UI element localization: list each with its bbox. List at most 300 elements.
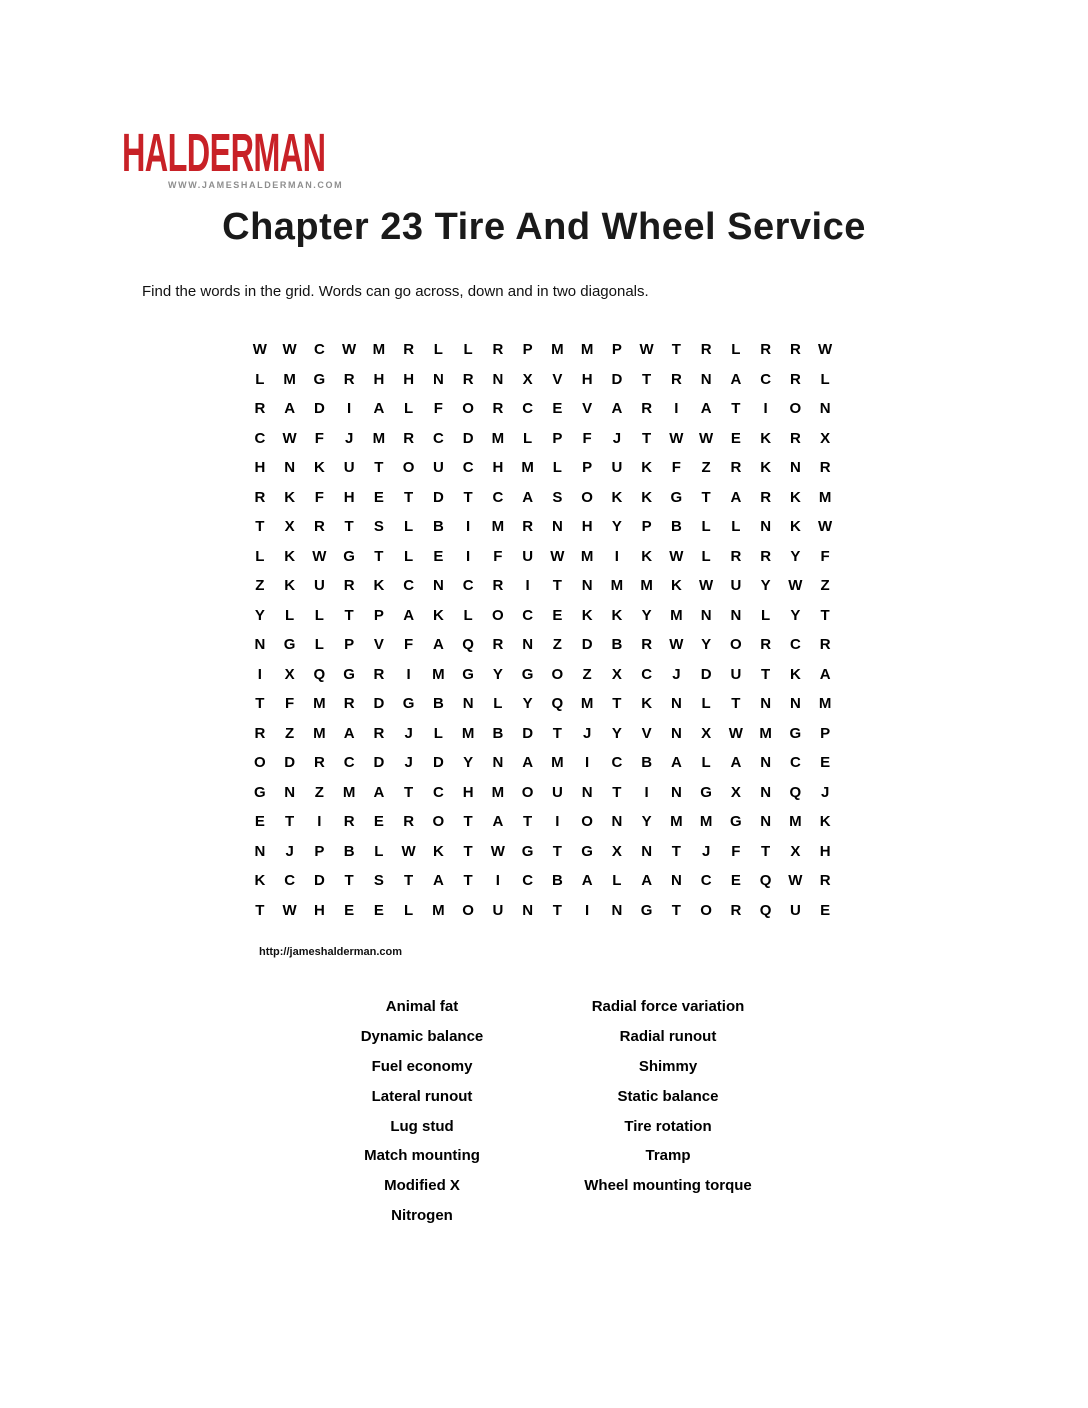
grid-letter: D xyxy=(432,488,444,506)
grid-letter: C xyxy=(343,754,355,772)
grid-letter: N xyxy=(760,518,772,536)
word-list-item: Shimmy xyxy=(638,1057,698,1075)
grid-letter: N xyxy=(432,370,444,388)
grid-letter: A xyxy=(730,754,742,772)
grid-letter: R xyxy=(462,370,474,388)
grid-letter: A xyxy=(581,872,593,890)
grid-letter: K xyxy=(373,577,385,595)
grid-letter: N xyxy=(760,783,772,801)
grid-letter: U xyxy=(789,901,801,919)
grid-letter: N xyxy=(522,636,534,654)
grid-letter: T xyxy=(255,901,265,919)
grid-letter: Q xyxy=(759,872,772,890)
grid-letter: T xyxy=(612,783,622,801)
grid-letter: N xyxy=(581,783,593,801)
grid-letter: M xyxy=(580,695,594,713)
grid-letter: D xyxy=(373,695,385,713)
grid-letter: O xyxy=(581,813,593,831)
grid-letter: W xyxy=(728,724,743,742)
grid-letter: L xyxy=(463,606,473,624)
grid-letter: D xyxy=(313,872,325,890)
grid-letter: M xyxy=(521,459,534,477)
grid-letter: K xyxy=(432,606,444,624)
grid-letter: A xyxy=(432,636,444,654)
grid-letter: R xyxy=(343,577,355,595)
grid-letter: W xyxy=(818,341,833,359)
grid-letter: X xyxy=(611,842,622,860)
grid-letter: Y xyxy=(522,695,533,713)
grid-letter: V xyxy=(582,400,593,418)
grid-letter: R xyxy=(254,400,266,418)
grid-letter: T xyxy=(731,695,741,713)
grid-letter: K xyxy=(641,695,653,713)
grid-letter: N xyxy=(462,695,474,713)
grid-letter: T xyxy=(731,400,741,418)
grid-letter: W xyxy=(282,341,297,359)
grid-letter: G xyxy=(789,724,802,742)
grid-letter: U xyxy=(492,901,504,919)
grid-letter: H xyxy=(462,783,474,801)
grid-letter: N xyxy=(670,695,682,713)
grid-letter: A xyxy=(403,606,415,624)
grid-letter: R xyxy=(373,724,385,742)
grid-letter: R xyxy=(789,429,801,447)
grid-letter: C xyxy=(432,429,444,447)
grid-letter: P xyxy=(344,636,355,654)
grid-letter: C xyxy=(641,665,653,683)
grid-letter: T xyxy=(463,872,473,890)
grid-letter: M xyxy=(283,370,296,388)
grid-letter: A xyxy=(522,488,534,506)
grid-letter: N xyxy=(284,783,296,801)
grid-letter: B xyxy=(641,754,653,772)
grid-letter: I xyxy=(585,901,590,919)
grid-letter: K xyxy=(284,577,296,595)
grid-letter: T xyxy=(671,901,681,919)
grid-letter: R xyxy=(522,518,534,536)
grid-letter: F xyxy=(433,400,443,418)
grid-letter: L xyxy=(255,547,265,565)
grid-letter: N xyxy=(700,606,712,624)
grid-letter: R xyxy=(403,429,415,447)
grid-letter: M xyxy=(432,665,445,683)
grid-letter: O xyxy=(789,400,802,418)
grid-letter: B xyxy=(611,636,623,654)
grid-letter: G xyxy=(670,488,683,506)
grid-letter: N xyxy=(254,842,266,860)
grid-letter: W xyxy=(312,547,327,565)
grid-letter: Y xyxy=(641,606,652,624)
grid-letter: O xyxy=(254,754,266,772)
grid-letter: D xyxy=(432,754,444,772)
grid-letter: R xyxy=(343,813,355,831)
grid-letter: T xyxy=(344,872,354,890)
grid-letter: E xyxy=(730,872,741,890)
grid-letter: L xyxy=(493,695,503,713)
grid-letter: H xyxy=(403,370,415,388)
grid-letter: S xyxy=(552,488,563,506)
grid-letter: A xyxy=(284,400,296,418)
grid-letter: N xyxy=(611,901,623,919)
grid-letter: W xyxy=(669,636,684,654)
grid-letter: T xyxy=(255,518,265,536)
grid-letter: K xyxy=(641,459,653,477)
word-list-item: Lug stud xyxy=(390,1117,454,1135)
grid-letter: B xyxy=(670,518,682,536)
grid-letter: B xyxy=(432,695,444,713)
grid-letter: M xyxy=(640,577,653,595)
grid-letter: T xyxy=(374,547,384,565)
grid-letter: L xyxy=(255,370,265,388)
grid-letter: D xyxy=(462,429,474,447)
grid-letter: I xyxy=(644,783,649,801)
grid-letter: I xyxy=(495,872,500,890)
grid-letter: J xyxy=(582,724,592,742)
grid-letter: R xyxy=(254,488,266,506)
grid-letter: Z xyxy=(552,636,562,654)
brand-text: HALDERMAN xyxy=(122,123,326,183)
word-list-item: Tramp xyxy=(645,1147,691,1165)
grid-letter: W xyxy=(550,547,565,565)
grid-letter: E xyxy=(254,813,265,831)
grid-letter: K xyxy=(581,606,593,624)
grid-letter: A xyxy=(611,400,623,418)
grid-letter: N xyxy=(492,754,504,772)
grid-letter: Q xyxy=(789,783,802,801)
grid-letter: Z xyxy=(314,783,324,801)
grid-letter: A xyxy=(522,754,534,772)
grid-letter: L xyxy=(404,400,414,418)
grid-letter: A xyxy=(730,370,742,388)
grid-letter: R xyxy=(343,370,355,388)
grid-letter: M xyxy=(491,518,505,536)
grid-letter: W xyxy=(282,429,297,447)
grid-letter: F xyxy=(314,429,324,447)
grid-letter: U xyxy=(343,459,355,477)
grid-letter: P xyxy=(552,429,563,447)
grid-letter: F xyxy=(493,547,503,565)
grid-letter: L xyxy=(404,901,414,919)
grid-letter: D xyxy=(581,636,593,654)
grid-letter: G xyxy=(254,783,266,801)
grid-letter: T xyxy=(552,724,562,742)
grid-letter: P xyxy=(641,518,652,536)
grid-letter: B xyxy=(492,724,504,742)
grid-letter: M xyxy=(699,813,713,831)
page-title: Chapter 23 Tire And Wheel Service xyxy=(222,206,866,248)
grid-letter: N xyxy=(819,400,831,418)
word-list-item: Radial runout xyxy=(619,1027,717,1045)
grid-letter: Y xyxy=(611,518,622,536)
grid-letter: K xyxy=(284,547,296,565)
grid-letter: N xyxy=(670,724,682,742)
grid-letter: J xyxy=(285,842,294,860)
grid-letter: U xyxy=(432,459,444,477)
grid-letter: G xyxy=(581,842,593,860)
grid-letter: E xyxy=(820,901,831,919)
word-list-item: Nitrogen xyxy=(391,1207,453,1225)
grid-letter: R xyxy=(492,577,504,595)
word-list-item: Static balance xyxy=(617,1087,719,1105)
grid-letter: B xyxy=(432,518,444,536)
grid-letter: Q xyxy=(551,695,564,713)
grid-letter: L xyxy=(314,606,324,624)
grid-letter: N xyxy=(760,813,772,831)
grid-letter: I xyxy=(466,518,471,536)
grid-letter: W xyxy=(669,429,684,447)
grid-letter: T xyxy=(404,783,414,801)
grid-letter: E xyxy=(730,429,741,447)
grid-letter: L xyxy=(433,341,443,359)
grid-letter: A xyxy=(670,754,682,772)
grid-letter: M xyxy=(491,783,505,801)
grid-letter: N xyxy=(641,842,653,860)
grid-letter: R xyxy=(492,341,504,359)
grid-letter: A xyxy=(730,488,742,506)
grid-letter: M xyxy=(342,783,356,801)
grid-letter: J xyxy=(344,429,354,447)
word-grid xyxy=(245,335,840,925)
grid-letter: O xyxy=(432,813,445,831)
grid-letter: I xyxy=(525,577,530,595)
grid-letter: P xyxy=(373,606,384,624)
grid-letter: E xyxy=(552,400,563,418)
grid-letter: O xyxy=(700,901,712,919)
grid-letter: S xyxy=(373,872,384,890)
grid-letter: I xyxy=(406,665,411,683)
grid-letter: X xyxy=(790,842,801,860)
grid-letter: N xyxy=(700,370,712,388)
grid-letter: X xyxy=(284,518,295,536)
grid-letter: R xyxy=(670,370,682,388)
grid-letter: Y xyxy=(701,636,712,654)
grid-letter: Y xyxy=(492,665,503,683)
grid-letter: F xyxy=(671,459,681,477)
grid-letter: R xyxy=(819,459,831,477)
grid-letter: Y xyxy=(790,606,801,624)
grid-letter: R xyxy=(492,636,504,654)
grid-letter: N xyxy=(611,813,623,831)
grid-letter: M xyxy=(789,813,802,831)
grid-letter: N xyxy=(284,459,296,477)
grid-letter: P xyxy=(582,459,593,477)
grid-letter: E xyxy=(373,901,384,919)
grid-letter: Z xyxy=(582,665,592,683)
grid-letter: H xyxy=(581,370,593,388)
grid-letter: Q xyxy=(759,901,772,919)
grid-letter: R xyxy=(730,901,742,919)
grid-letter: F xyxy=(404,636,414,654)
grid-letter: L xyxy=(820,370,830,388)
grid-letter: T xyxy=(552,577,562,595)
grid-letter: M xyxy=(759,724,772,742)
grid-letter: L xyxy=(285,606,295,624)
grid-letter: C xyxy=(432,783,444,801)
grid-letter: Q xyxy=(462,636,474,654)
grid-letter: D xyxy=(313,400,325,418)
grid-letter: K xyxy=(641,547,653,565)
grid-letter: C xyxy=(462,459,474,477)
grid-letter: K xyxy=(670,577,682,595)
grid-letter: L xyxy=(731,341,741,359)
grid-letter: X xyxy=(522,370,533,388)
grid-letter: K xyxy=(760,459,772,477)
grid-letter: C xyxy=(700,872,712,890)
grid-letter: O xyxy=(581,488,593,506)
grid-letter: R xyxy=(730,459,742,477)
grid-letter: R xyxy=(641,636,653,654)
grid-letter: F xyxy=(314,488,324,506)
grid-letter: Q xyxy=(313,665,326,683)
grid-letter: R xyxy=(789,341,801,359)
grid-letter: T xyxy=(404,872,414,890)
grid-letter: M xyxy=(372,429,386,447)
grid-letter: F xyxy=(285,695,295,713)
grid-letter: H xyxy=(581,518,593,536)
grid-letter: G xyxy=(343,547,355,565)
grid-letter: G xyxy=(313,370,326,388)
website-text: WWW.JAMESHALDERMAN.COM xyxy=(168,180,344,190)
grid-letter: H xyxy=(373,370,385,388)
grid-letter: M xyxy=(313,695,326,713)
word-list-item: Lateral runout xyxy=(371,1087,473,1105)
grid-letter: I xyxy=(317,813,322,831)
grid-letter: J xyxy=(701,842,711,860)
word-list-item: Dynamic balance xyxy=(360,1027,484,1045)
grid-letter: O xyxy=(730,636,742,654)
instructions-text: Find the words in the grid. Words can go across, down and in two diagonals. xyxy=(142,283,649,300)
grid-letter: V xyxy=(641,724,652,742)
grid-letter: I xyxy=(763,400,768,418)
grid-letter: W xyxy=(342,341,357,359)
grid-letter: M xyxy=(372,341,386,359)
grid-letter: O xyxy=(462,901,474,919)
grid-letter: X xyxy=(611,665,622,683)
grid-letter: I xyxy=(347,400,352,418)
grid-letter: T xyxy=(671,842,681,860)
grid-letter: M xyxy=(670,813,683,831)
grid-letter: R xyxy=(730,547,742,565)
grid-letter: A xyxy=(343,724,355,742)
grid-letter: I xyxy=(257,665,262,683)
grid-letter: J xyxy=(612,429,622,447)
grid-letter: D xyxy=(373,754,385,772)
grid-letter: Y xyxy=(790,547,801,565)
grid-letter: R xyxy=(760,547,772,565)
grid-letter: T xyxy=(552,901,562,919)
grid-letter: P xyxy=(314,842,325,860)
grid-letter: H xyxy=(313,901,325,919)
grid-letter: T xyxy=(255,695,265,713)
grid-letter: R xyxy=(403,813,415,831)
grid-letter: A xyxy=(492,813,504,831)
grid-letter: G xyxy=(283,636,296,654)
grid-letter: C xyxy=(313,341,325,359)
grid-letter: W xyxy=(699,577,714,595)
grid-letter: R xyxy=(492,400,504,418)
grid-letter: W xyxy=(669,547,684,565)
grid-letter: T xyxy=(463,813,473,831)
grid-letter: G xyxy=(402,695,415,713)
grid-letter: C xyxy=(760,370,772,388)
grid-letter: W xyxy=(818,518,833,536)
grid-letter: W xyxy=(252,341,267,359)
grid-letter: T xyxy=(552,842,562,860)
grid-letter: M xyxy=(313,724,326,742)
word-list-item: Animal fat xyxy=(385,998,459,1015)
grid-letter: T xyxy=(523,813,533,831)
grid-letter: R xyxy=(373,665,385,683)
grid-letter: O xyxy=(492,606,504,624)
grid-letter: M xyxy=(551,341,564,359)
grid-letter: T xyxy=(671,341,681,359)
grid-letter: V xyxy=(552,370,563,388)
grid-letter: M xyxy=(610,577,624,595)
grid-letter: C xyxy=(284,872,296,890)
grid-letter: K xyxy=(611,606,623,624)
grid-letter: N xyxy=(760,695,772,713)
grid-letter: H xyxy=(254,459,266,477)
grid-letter: Y xyxy=(641,813,652,831)
grid-letter: E xyxy=(344,901,355,919)
grid-letter: T xyxy=(642,370,652,388)
grid-letter: E xyxy=(373,813,384,831)
grid-letter: Z xyxy=(820,577,830,595)
grid-letter: A xyxy=(700,400,712,418)
grid-letter: E xyxy=(820,754,831,772)
grid-letter: X xyxy=(730,783,741,801)
footer-url: http://jameshalderman.com xyxy=(259,946,403,958)
grid-letter: F xyxy=(820,547,830,565)
grid-letter: A xyxy=(819,665,831,683)
grid-letter: T xyxy=(820,606,830,624)
grid-letter: C xyxy=(254,429,266,447)
grid-letter: L xyxy=(761,606,771,624)
grid-letter: U xyxy=(313,577,325,595)
grid-letter: L xyxy=(701,695,711,713)
grid-letter: C xyxy=(789,754,801,772)
grid-letter: X xyxy=(284,665,295,683)
grid-letter: T xyxy=(642,429,652,447)
grid-letter: R xyxy=(819,636,831,654)
grid-letter: R xyxy=(254,724,266,742)
grid-letter: R xyxy=(641,400,653,418)
grid-letter: T xyxy=(701,488,711,506)
grid-letter: N xyxy=(432,577,444,595)
grid-letter: J xyxy=(404,724,413,742)
grid-letter: C xyxy=(522,606,534,624)
grid-letter: N xyxy=(254,636,266,654)
grid-letter: G xyxy=(700,783,712,801)
grid-letter: A xyxy=(641,872,653,890)
grid-letter: N xyxy=(581,577,593,595)
grid-letter: K xyxy=(641,488,653,506)
grid-letter: T xyxy=(344,518,354,536)
grid-letter: V xyxy=(373,636,384,654)
grid-letter: K xyxy=(254,872,266,890)
word-list-item: Tire rotation xyxy=(624,1117,712,1135)
grid-letter: K xyxy=(789,518,801,536)
grid-letter: Y xyxy=(611,724,622,742)
grid-letter: Z xyxy=(255,577,265,595)
grid-letter: W xyxy=(282,901,297,919)
grid-letter: K xyxy=(819,813,831,831)
grid-letter: O xyxy=(402,459,415,477)
grid-letter: O xyxy=(521,783,534,801)
grid-letter: F xyxy=(582,429,592,447)
grid-letter: U xyxy=(730,577,742,595)
grid-letter: R xyxy=(313,518,325,536)
